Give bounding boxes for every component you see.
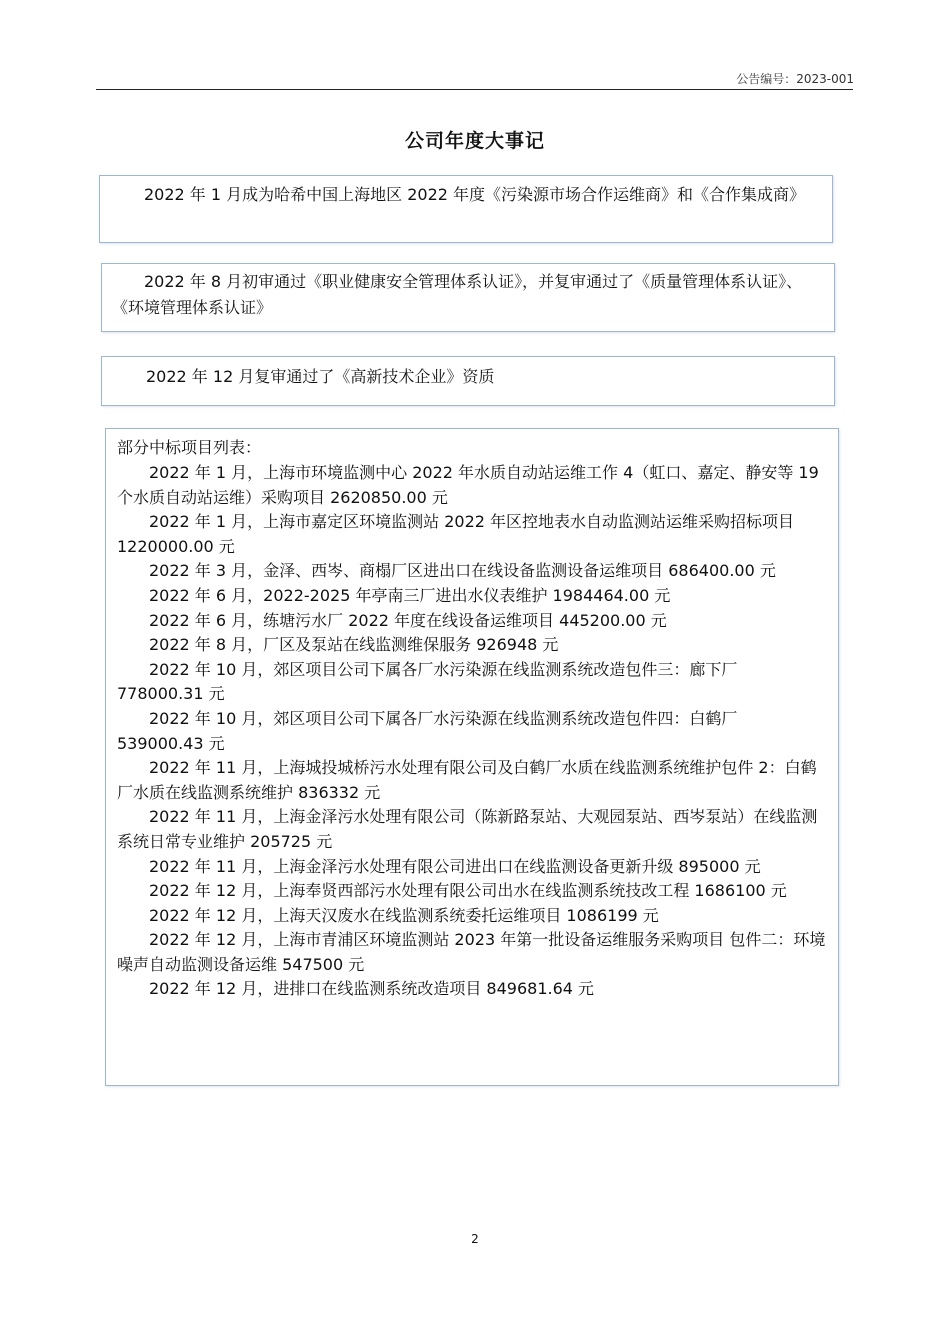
page-number: 2 — [471, 1232, 479, 1246]
bid-list-box — [105, 428, 839, 1086]
bid-list-item: 2022 年 1 月，上海市嘉定区环境监测站 2022 年区控地表水自动监测站运维采购招标项目 1220000.00 元 — [117, 512, 795, 556]
bid-list-item: 2022 年 1 月，上海市环境监测中心 2022 年水质自动站运维工作 4（虹口、嘉定、静安等 19 个水质自动站运维）采购项目 2620850.00 元 — [117, 463, 819, 507]
bid-list-item: 2022 年 10 月，郊区项目公司下属各厂水污染源在线监测系统改造包件四：白鹤厂 539000.43 元 — [117, 708, 738, 753]
bid-list-item: 2022 年 10 月，郊区项目公司下属各厂水污染源在线监测系统改造包件三：廊下厂 778000.31 元 — [117, 659, 738, 704]
bid-list-item: 2022 年 12 月，上海奉贤西部污水处理有限公司出水在线监测系统技改工程 1686100 元 — [149, 881, 787, 901]
bid-list-item: 2022 年 11 月，上海金泽污水处理有限公司进出口在线监测设备更新升级 895000 元 — [149, 856, 761, 876]
event-box-3 — [101, 356, 835, 406]
bid-list-item: 2022 年 11 月，上海金泽污水处理有限公司（陈新路泵站、大观园泵站、西岑泵站）在线监测系统日常专业维护 205725 元 — [117, 807, 818, 851]
event-text: 2022 年 8 月初审通过《职业健康安全管理体系认证》，并复审通过了《质量管理体系认证》、《环境管理体系认证》 — [112, 272, 803, 317]
bid-list-item: 2022 年 3 月，金泽、西岑、商榻厂区进出口在线设备监测设备运维项目 686400.00 元 — [149, 561, 776, 581]
bid-list-item: 2022 年 12 月，上海天汉废水在线监测系统委托运维项目 1086199 元 — [149, 905, 659, 925]
page-title: 公司年度大事记 — [404, 130, 545, 152]
announcement-number: 公告编号：2023-001 — [736, 72, 854, 86]
bid-list-item: 2022 年 6 月，2022-2025 年亭南三厂进出水仪表维护 1984464.00 元 — [149, 585, 671, 605]
bid-list-heading: 部分中标项目列表： — [117, 438, 262, 457]
bid-list-item: 2022 年 11 月，上海城投城桥污水处理有限公司及白鹤厂水质在线监测系统维护包件 2：白鹤厂水质在线监测系统维护 836332 元 — [117, 758, 817, 802]
event-text: 2022 年 1 月成为哈希中国上海地区 2022 年度《污染源市场合作运维商》和《合作集成商》 — [144, 185, 806, 204]
event-text: 2022 年 12 月复审通过了《高新技术企业》资质 — [146, 367, 495, 386]
header-divider — [96, 89, 853, 90]
event-box-2 — [101, 263, 835, 332]
bid-list-item: 2022 年 12 月，上海市青浦区环境监测站 2023 年第一批设备运维服务采购项目 包件二：环境噪声自动监测设备运维 547500 元 — [117, 930, 826, 974]
bid-list-item: 2022 年 8 月，厂区及泵站在线监测维保服务 926948 元 — [149, 635, 559, 655]
bid-list-item: 2022 年 12 月，进排口在线监测系统改造项目 849681.64 元 — [149, 979, 595, 999]
event-box-1 — [99, 175, 833, 243]
bid-list-item: 2022 年 6 月，练塘污水厂 2022 年度在线设备运维项目 445200.00 元 — [149, 610, 667, 630]
